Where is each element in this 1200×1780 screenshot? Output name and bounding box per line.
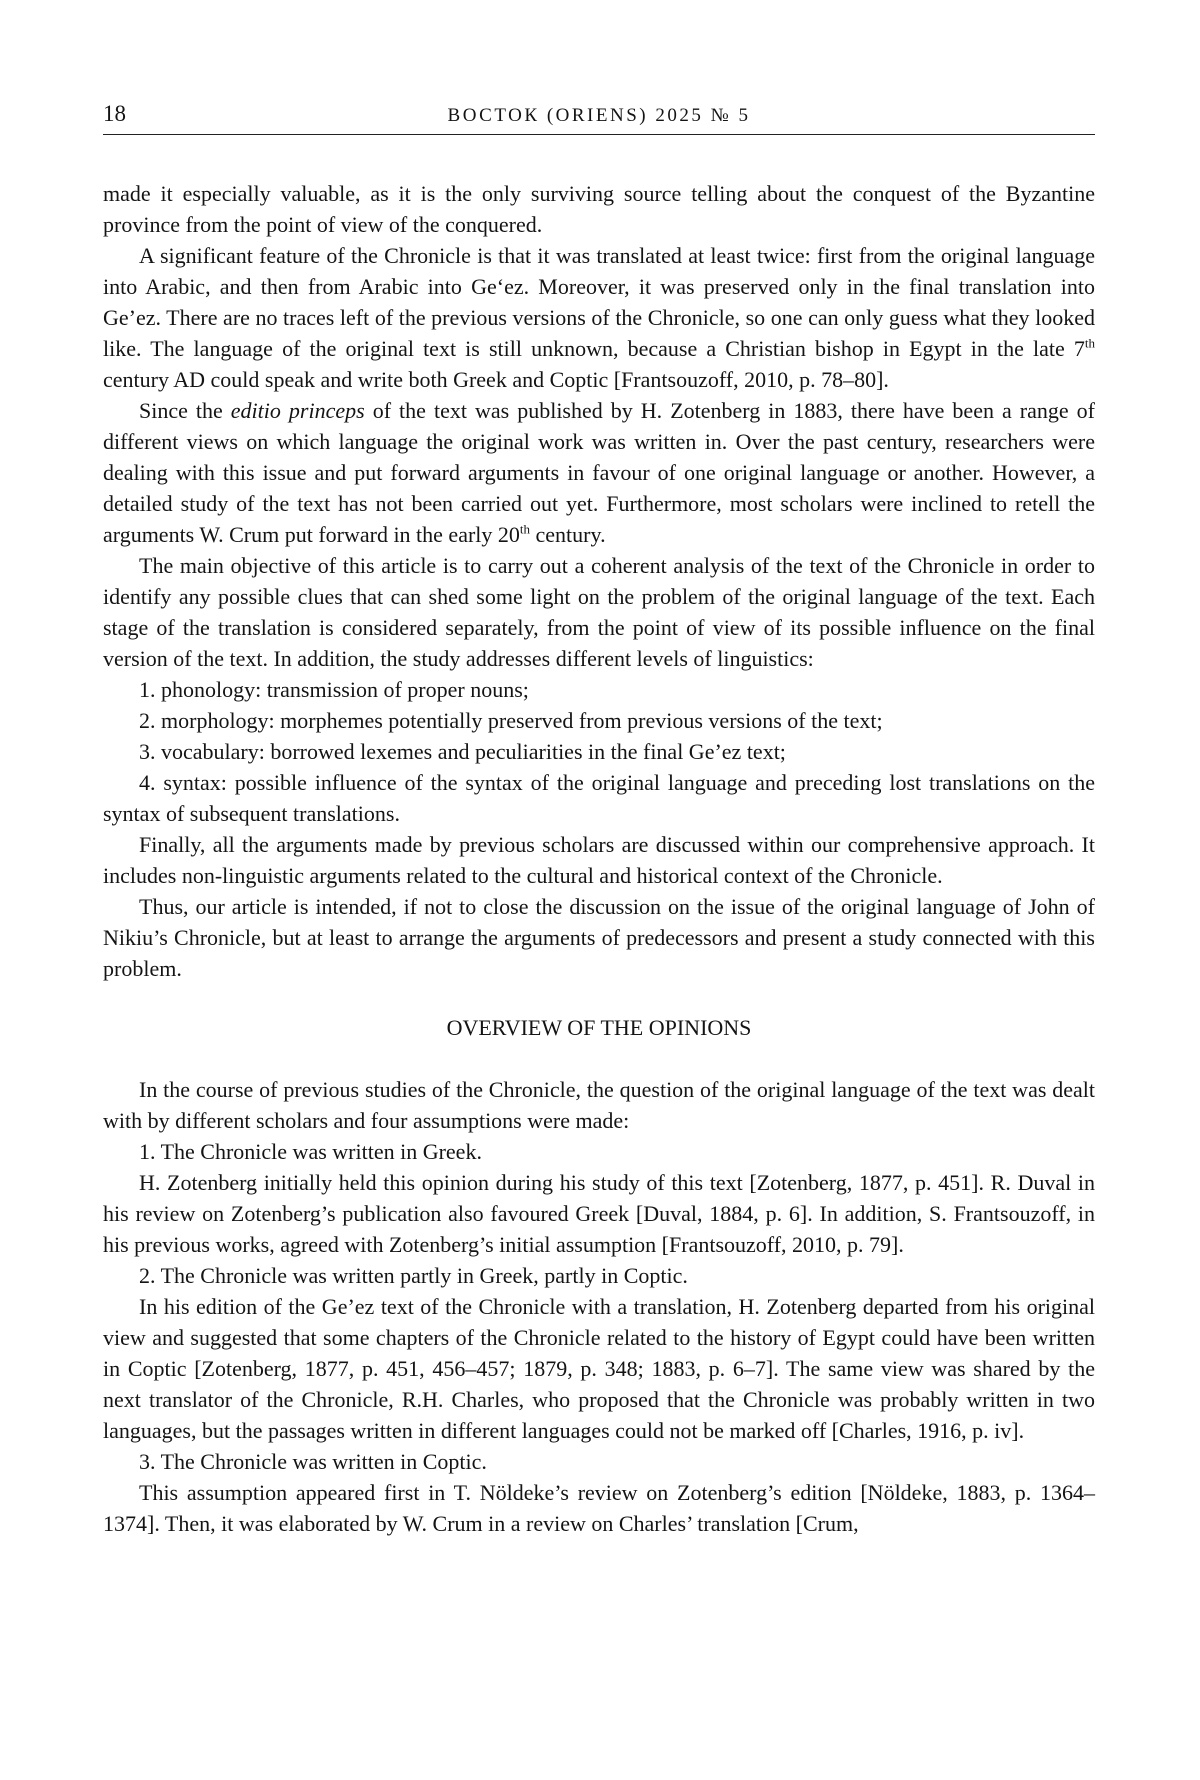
paragraph-1: made it especially valuable, as it is the only surviving source telling about the conquest of the Byzantine province from the point of view of the conquered. [103,181,1095,237]
section-heading: OVERVIEW OF THE OPINIONS [446,1015,752,1040]
list-item: 3. vocabulary: borrowed lexemes and peculiarities in the final Ge’ez text; [139,739,786,764]
assumption-1: 1. The Chronicle was written in Greek. [139,1139,482,1164]
paragraph-2-text-b: century AD could speak and write both Greek and Coptic [Frantsouzoff, 2010, p. 78–80]. [103,367,889,392]
journal-title: ВОСТОК (ORIENS) 2025 № 5 [447,105,751,126]
paragraph-3-text-c: century. [530,522,606,547]
paragraph-13: This assumption appeared first in T. Nöldeke’s review on Zotenberg’s edition [Nöldeke, 1883, p. 1364–1374]. Then, it was elaborated by W. Crum in a review on Charles’ translation [Crum, [103,1480,1095,1536]
paragraph-2 [103,240,1095,395]
list-item: 4. syntax: possible influence of the syntax of the original language and preceding lost translations on the syntax of subsequent translations. [103,770,1095,826]
paragraph-9: H. Zotenberg initially held this opinion during his study of this text [Zotenberg, 1877, p. 451]. R. Duval in his review on Zotenberg’s publication also favoured Greek [Duval, 1884, p. 6]. In addition, S. Frantsouzoff, in his previous works, agreed with Zotenberg’s initial assumption [Frantsouzoff, 2010, p. 79]. [103,1170,1095,1257]
body-text [103,178,1095,1539]
paragraph-3-text-b: of the text was published by H. Zotenberg in 1883, there have been a range of different views on which language the original work was written in. Over the past century, researchers were dealing with this issue and put forward arguments in favour of one original language or another. However, a detailed study of the text has not been carried out yet. Furthermore, most scholars were inclined to retell the arguments W. Crum put forward in the early 20 [103,398,1095,547]
assumption-2: 2. The Chronicle was written partly in Greek, partly in Coptic. [139,1263,688,1288]
paragraph-6: Thus, our article is intended, if not to close the discussion on the issue of the original language of John of Nikiu’s Chronicle, but at least to arrange the arguments of predecessors and present a study connected with this problem. [103,894,1095,981]
paragraph-5: Finally, all the arguments made by previous scholars are discussed within our comprehensive approach. It includes non-linguistic arguments related to the cultural and historical context of the Chronicle. [103,832,1095,888]
paragraph-3-text-a: Since the [139,398,231,423]
paragraph-7: In the course of previous studies of the Chronicle, the question of the original language of the text was dealt with by different scholars and four assumptions were made: [103,1077,1095,1133]
paragraph-4: The main objective of this article is to carry out a coherent analysis of the text of the Chronicle in order to identify any possible clues that can shed some light on the problem of the original language of the text. Each stage of the translation is considered separately, from the point of view of its possible influence on the final version of the text. In addition, the study addresses different levels of linguistics: [103,553,1095,671]
assumption-3: 3. The Chronicle was written in Coptic. [139,1449,487,1474]
ordinal-superscript: th [519,521,531,537]
list-item: 2. morphology: morphemes potentially preserved from previous versions of the text; [139,708,883,733]
paragraph-2-text-a: A significant feature of the Chronicle is that it was translated at least twice: first from the original language into Arabic, and then from Arabic into Ge‘ez. Moreover, it was preserved only in the final translation into Ge’ez. There are no traces left of the previous versions of the Chronicle, so one can only guess what they looked like. The language of the original text is still unknown, because a Christian bishop in Egypt in the late 7 [103,243,1095,361]
ordinal-superscript: th [1084,335,1095,351]
list-item: 1. phonology: transmission of proper nouns; [139,677,529,702]
paragraph-3 [103,395,1095,550]
paragraph-11: In his edition of the Ge’ez text of the Chronicle with a translation, H. Zotenberg departed from his original view and suggested that some chapters of the Chronicle related to the history of Egypt could have been written in Coptic [Zotenberg, 1877, p. 451, 456–457; 1879, p. 348; 1883, p. 6–7]. The same view was shared by the next translator of the Chronicle, R.H. Charles, who proposed that the Chronicle was probably written in two languages, but the passages written in different languages could not be marked off [Charles, 1916, p. iv]. [103,1294,1095,1443]
editio-princeps-term: editio princeps [230,398,365,423]
page-number: 18 [103,101,126,126]
running-head [103,100,1095,135]
